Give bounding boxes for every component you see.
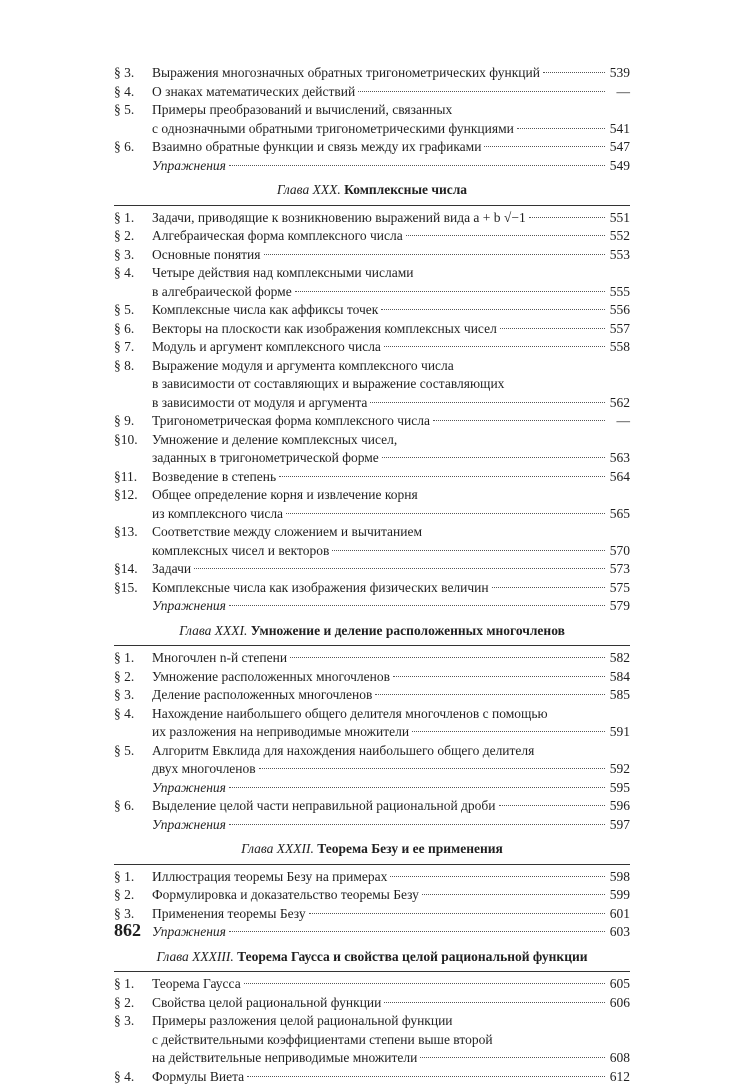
section-number: §10. — [114, 431, 152, 468]
section-number: § 7. — [114, 338, 152, 357]
page-ref: 596 — [608, 797, 630, 816]
dot-leader — [420, 1057, 605, 1058]
dot-leader — [244, 983, 605, 984]
page-ref: 585 — [608, 686, 630, 705]
toc-entry — [114, 138, 630, 157]
toc-entry — [114, 1012, 630, 1068]
toc-entry — [114, 468, 630, 487]
page-ref: — — [608, 83, 630, 102]
page-number: 862 — [114, 920, 141, 941]
section-number: § 4. — [114, 705, 152, 742]
page-ref: 592 — [608, 760, 630, 779]
dot-leader — [229, 165, 605, 166]
section-title: Выражения многозначных обратных тригонометрических функций — [152, 64, 540, 83]
section-title: Применения теоремы Безу — [152, 905, 306, 924]
page-ref: 591 — [608, 723, 630, 742]
section-title: в зависимости от составляющих и выражение составляющих — [152, 375, 504, 394]
section-title: О знаках математических действий — [152, 83, 355, 102]
toc-entry — [114, 579, 630, 598]
page-ref: 573 — [608, 560, 630, 579]
toc-entry — [114, 686, 630, 705]
page-ref: 599 — [608, 886, 630, 905]
section-number: §15. — [114, 579, 152, 598]
chapter-title: Умножение и деление расположенных многочленов — [251, 623, 565, 638]
chapter-heading — [114, 616, 630, 647]
toc-entry — [114, 560, 630, 579]
section-number: § 4. — [114, 264, 152, 301]
section-title: Нахождение наибольшего общего делителя многочленов с помощью — [152, 705, 548, 724]
section-number: § 6. — [114, 320, 152, 339]
toc-entry — [114, 705, 630, 742]
section-number: § 3. — [114, 64, 152, 83]
section-number: § 2. — [114, 994, 152, 1013]
toc-entry — [114, 209, 630, 228]
section-number: § 5. — [114, 301, 152, 320]
section-number: §13. — [114, 523, 152, 560]
dot-leader — [229, 931, 605, 932]
dot-leader — [543, 72, 605, 73]
dot-leader — [259, 768, 605, 769]
dot-leader — [381, 309, 605, 310]
dot-leader — [358, 91, 605, 92]
section-number: § 1. — [114, 868, 152, 887]
section-number — [114, 779, 152, 798]
section-title: Комплексные числа как изображения физических величин — [152, 579, 489, 598]
dot-leader — [529, 217, 605, 218]
section-title: Основные понятия — [152, 246, 261, 265]
toc-entry — [114, 994, 630, 1013]
chapter-title: Комплексные числа — [344, 182, 467, 197]
chapter-heading — [114, 175, 630, 206]
toc-entry — [114, 431, 630, 468]
section-title: Задачи, приводящие к возникновению выражений вида a + b √−1 — [152, 209, 526, 228]
section-number: § 2. — [114, 668, 152, 687]
section-number: §11. — [114, 468, 152, 487]
toc-entry — [114, 886, 630, 905]
toc-entry — [114, 101, 630, 138]
section-title: Примеры разложения целой рациональной функции — [152, 1012, 453, 1031]
dot-leader — [194, 568, 605, 569]
section-title: Возведение в степень — [152, 468, 276, 487]
dot-leader — [295, 291, 605, 292]
section-number — [114, 816, 152, 835]
page-ref: 539 — [608, 64, 630, 83]
page-ref: 547 — [608, 138, 630, 157]
section-number: § 5. — [114, 101, 152, 138]
page-ref: 553 — [608, 246, 630, 265]
section-title: Формулы Виета — [152, 1068, 244, 1086]
page-ref: 605 — [608, 975, 630, 994]
section-title: Модуль и аргумент комплексного числа — [152, 338, 381, 357]
toc-entry — [114, 649, 630, 668]
section-number: § 1. — [114, 975, 152, 994]
dot-leader — [247, 1076, 605, 1077]
page-ref: 603 — [608, 923, 630, 942]
page-ref: 597 — [608, 816, 630, 835]
section-title: Умножение и деление комплексных чисел, — [152, 431, 397, 450]
exercises-label: Упражнения — [152, 597, 226, 616]
chapter-label: Глава XXX. — [277, 182, 341, 197]
page-ref: 570 — [608, 542, 630, 561]
exercises-label: Упражнения — [152, 923, 226, 942]
toc-entry — [114, 923, 630, 942]
chapter-label: Глава XXXII. — [241, 841, 314, 856]
section-number: § 4. — [114, 83, 152, 102]
toc-entry — [114, 64, 630, 83]
dot-leader — [492, 587, 605, 588]
exercises-label: Упражнения — [152, 816, 226, 835]
section-title: из комплексного числа — [152, 505, 283, 524]
toc-entry — [114, 320, 630, 339]
toc-entry — [114, 779, 630, 798]
page-ref: 606 — [608, 994, 630, 1013]
page-ref: 563 — [608, 449, 630, 468]
section-title: Свойства целой рациональной функции — [152, 994, 381, 1013]
page-ref: 555 — [608, 283, 630, 302]
chapter-label: Глава XXXIII. — [156, 949, 233, 964]
section-title: Тригонометрическая форма комплексного числа — [152, 412, 430, 431]
page-ref: 558 — [608, 338, 630, 357]
section-title: Многочлен n-й степени — [152, 649, 287, 668]
section-number: § 3. — [114, 686, 152, 705]
section-number: § 2. — [114, 227, 152, 246]
page-ref: — — [608, 412, 630, 431]
section-number — [114, 597, 152, 616]
section-title: двух многочленов — [152, 760, 256, 779]
dot-leader — [279, 476, 605, 477]
toc-entry — [114, 742, 630, 779]
page-ref: 584 — [608, 668, 630, 687]
dot-leader — [309, 913, 605, 914]
toc-entry — [114, 905, 630, 924]
section-title: комплексных чисел и векторов — [152, 542, 329, 561]
section-number: § 5. — [114, 742, 152, 779]
toc-entry — [114, 357, 630, 413]
page-ref: 595 — [608, 779, 630, 798]
toc-entry — [114, 816, 630, 835]
section-number: § 3. — [114, 1012, 152, 1068]
section-title: Выделение целой части неправильной рациональной дроби — [152, 797, 496, 816]
page-ref: 556 — [608, 301, 630, 320]
page-ref: 549 — [608, 157, 630, 176]
section-title: Задачи — [152, 560, 191, 579]
chapter-title: Теорема Гаусса и свойства целой рациональной функции — [237, 949, 587, 964]
section-number: § 9. — [114, 412, 152, 431]
toc-entry — [114, 264, 630, 301]
dot-leader — [422, 894, 605, 895]
section-title: Умножение расположенных многочленов — [152, 668, 390, 687]
section-number: §14. — [114, 560, 152, 579]
dot-leader — [382, 457, 605, 458]
toc-entry — [114, 83, 630, 102]
toc-entry — [114, 523, 630, 560]
section-title: Комплексные числа как аффиксы точек — [152, 301, 378, 320]
toc-entry — [114, 412, 630, 431]
dot-leader — [484, 146, 605, 147]
dot-leader — [264, 254, 606, 255]
section-title: Четыре действия над комплексными числами — [152, 264, 414, 283]
toc-entry — [114, 157, 630, 176]
section-number — [114, 157, 152, 176]
page-ref: 541 — [608, 120, 630, 139]
section-number: § 1. — [114, 649, 152, 668]
dot-leader — [390, 876, 605, 877]
toc-entry — [114, 668, 630, 687]
dot-leader — [517, 128, 605, 129]
page-ref: 575 — [608, 579, 630, 598]
page-ref: 557 — [608, 320, 630, 339]
page-ref: 551 — [608, 209, 630, 228]
section-title: на действительные неприводимые множители — [152, 1049, 417, 1068]
toc-entry — [114, 338, 630, 357]
section-title: Алгебраическая форма комплексного числа — [152, 227, 403, 246]
section-title: Общее определение корня и извлечение корня — [152, 486, 418, 505]
dot-leader — [286, 513, 605, 514]
section-title: Иллюстрация теоремы Безу на примерах — [152, 868, 387, 887]
dot-leader — [499, 805, 605, 806]
chapter-heading — [114, 942, 630, 973]
section-number: § 6. — [114, 138, 152, 157]
section-number: § 8. — [114, 357, 152, 413]
toc-entry — [114, 797, 630, 816]
toc-entry — [114, 246, 630, 265]
section-title: в алгебраической форме — [152, 283, 292, 302]
chapter-label: Глава XXXI. — [179, 623, 247, 638]
page-ref: 562 — [608, 394, 630, 413]
exercises-label: Упражнения — [152, 157, 226, 176]
section-title: с действительными коэффициентами степени выше второй — [152, 1031, 493, 1050]
page-ref: 582 — [608, 649, 630, 668]
dot-leader — [229, 605, 605, 606]
chapter-heading — [114, 834, 630, 865]
section-number: § 1. — [114, 209, 152, 228]
toc-entry — [114, 227, 630, 246]
toc-entry — [114, 301, 630, 320]
section-title: Соответствие между сложением и вычитанием — [152, 523, 422, 542]
section-title: Алгоритм Евклида для нахождения наибольшего общего делителя — [152, 742, 534, 761]
section-title: Деление расположенных многочленов — [152, 686, 372, 705]
dot-leader — [406, 235, 605, 236]
dot-leader — [332, 550, 605, 551]
section-title: Формулировка и доказательство теоремы Безу — [152, 886, 419, 905]
dot-leader — [370, 402, 605, 403]
section-title: Примеры преобразований и вычислений, связанных — [152, 101, 452, 120]
page-ref: 601 — [608, 905, 630, 924]
section-title: Векторы на плоскости как изображения комплексных чисел — [152, 320, 497, 339]
section-number: § 3. — [114, 905, 152, 924]
toc-entry — [114, 975, 630, 994]
chapter-title: Теорема Безу и ее применения — [317, 841, 503, 856]
exercises-label: Упражнения — [152, 779, 226, 798]
section-number: §12. — [114, 486, 152, 523]
page-ref: 612 — [608, 1068, 630, 1086]
section-title: в зависимости от модуля и аргумента — [152, 394, 367, 413]
section-title: их разложения на неприводимые множители — [152, 723, 409, 742]
dot-leader — [393, 676, 605, 677]
dot-leader — [229, 787, 605, 788]
section-title: заданных в тригонометрической форме — [152, 449, 379, 468]
toc-entry — [114, 486, 630, 523]
dot-leader — [500, 328, 605, 329]
section-number: § 6. — [114, 797, 152, 816]
page-ref: 565 — [608, 505, 630, 524]
page-ref: 608 — [608, 1049, 630, 1068]
page-ref: 564 — [608, 468, 630, 487]
dot-leader — [384, 346, 605, 347]
section-title: с однозначными обратными тригонометрическими функциями — [152, 120, 514, 139]
dot-leader — [433, 420, 605, 421]
dot-leader — [290, 657, 605, 658]
section-number: § 4. — [114, 1068, 152, 1086]
toc-entry — [114, 597, 630, 616]
dot-leader — [384, 1002, 605, 1003]
toc-entry — [114, 1068, 630, 1086]
dot-leader — [229, 824, 605, 825]
section-title: Теорема Гаусса — [152, 975, 241, 994]
table-of-contents — [114, 64, 630, 1086]
page-ref: 598 — [608, 868, 630, 887]
section-number: § 2. — [114, 886, 152, 905]
page-ref: 552 — [608, 227, 630, 246]
section-title: Взаимно обратные функции и связь между их графиками — [152, 138, 481, 157]
section-title: Выражение модуля и аргумента комплексного числа — [152, 357, 454, 376]
dot-leader — [375, 694, 605, 695]
toc-entry — [114, 868, 630, 887]
dot-leader — [412, 731, 605, 732]
page-ref: 579 — [608, 597, 630, 616]
section-number: § 3. — [114, 246, 152, 265]
